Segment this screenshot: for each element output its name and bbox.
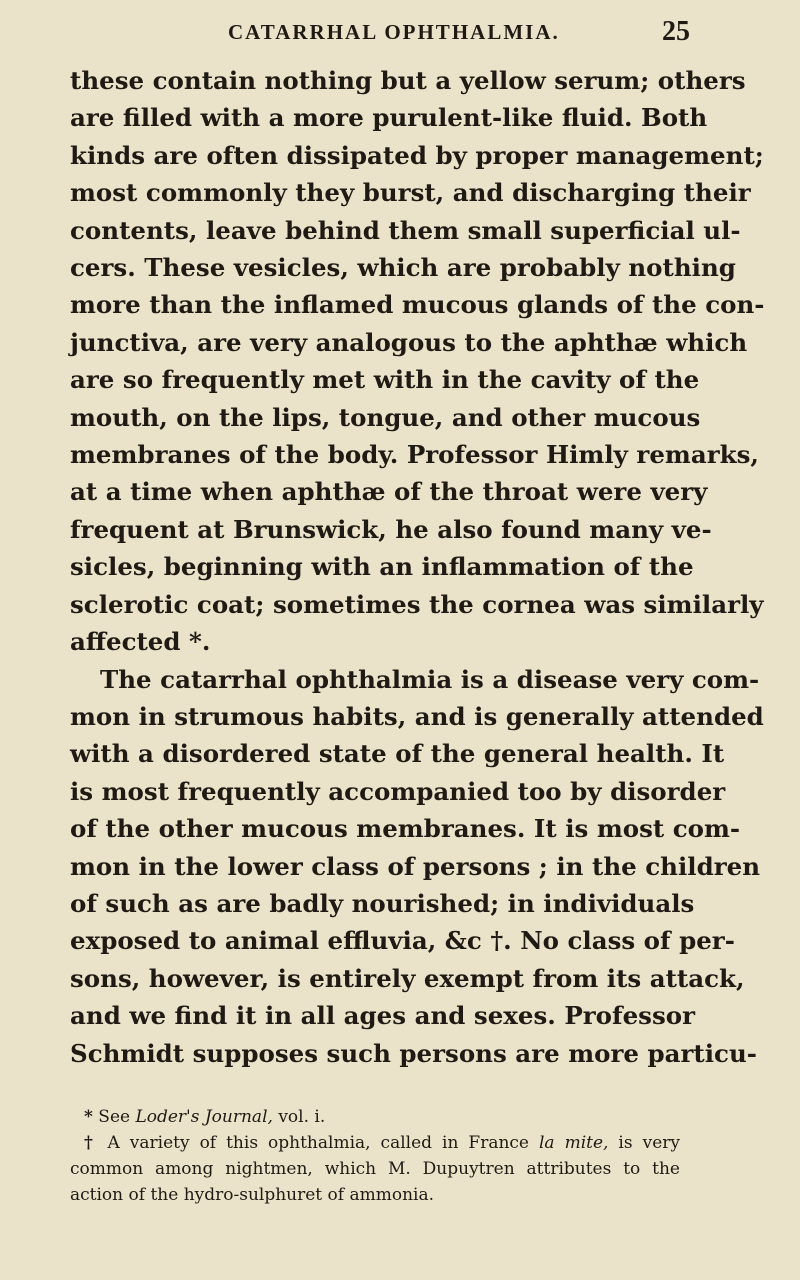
body-text bbox=[70, 62, 765, 1072]
text-line: are so frequently met with in the cavity of the bbox=[70, 365, 700, 395]
footnote-2-line: action of the hydro-sulphuret of ammonia. bbox=[70, 1185, 435, 1205]
text-line: Schmidt supposes such persons are more particu- bbox=[70, 1038, 757, 1068]
text-line: sclerotic coat; sometimes the cornea was similarly bbox=[70, 589, 764, 619]
page-number: 25 bbox=[662, 16, 690, 47]
text-line: sicles, beginning with an inflammation of the bbox=[70, 552, 694, 582]
text-line: cers. These vesicles, which are probably nothing bbox=[70, 253, 736, 283]
text-line: mon in the lower class of persons ; in the children bbox=[70, 851, 761, 881]
paragraph-start-line: The catarrhal ophthalmia is a disease very com- bbox=[100, 664, 760, 694]
footnote-2: † A variety of this ophthalmia, called in France la mite, is very bbox=[84, 1133, 680, 1153]
text-line: kinds are often dissipated by proper management; bbox=[70, 140, 764, 170]
text-line: affected *. bbox=[70, 627, 211, 657]
running-title: CATARRHAL OPHTHALMIA. bbox=[228, 20, 560, 44]
text-line: mon in strumous habits, and is generally attended bbox=[70, 701, 764, 731]
text-line: sons, however, is entirely exempt from its attack, bbox=[70, 963, 745, 993]
text-line: with a disordered state of the general health. It bbox=[70, 739, 725, 769]
footnote-2-line: common among nightmen, which M. Dupuytren attributes to the bbox=[70, 1159, 680, 1179]
text-line: mouth, on the lips, tongue, and other mucous bbox=[70, 402, 701, 432]
text-line: membranes of the body. Professor Himly remarks, bbox=[70, 440, 759, 470]
text-line: of the other mucous membranes. It is most com- bbox=[70, 814, 741, 844]
running-header bbox=[70, 16, 690, 52]
text-line: of such as are badly nourished; in individuals bbox=[70, 888, 695, 918]
french-term: la mite, bbox=[539, 1133, 609, 1153]
text-line: and we find it in all ages and sexes. Professor bbox=[70, 1001, 695, 1031]
footnote-mark-dagger: † bbox=[84, 1133, 98, 1153]
footnotes bbox=[70, 1104, 680, 1208]
text-line: these contain nothing but a yellow serum; others bbox=[70, 66, 746, 95]
footnote-1: * See Loder's Journal, vol. i. bbox=[84, 1107, 326, 1127]
text-line: frequent at Brunswick, he also found many ve- bbox=[70, 514, 712, 544]
text-line: at a time when aphthæ of the throat were very bbox=[70, 477, 708, 507]
text-line: exposed to animal effluvia, &c †. No class of per- bbox=[70, 926, 735, 956]
text-line: most commonly they burst, and discharging their bbox=[70, 178, 751, 208]
journal-title: Loder's Journal, bbox=[135, 1107, 273, 1127]
text-line: contents, leave behind them small superficial ul- bbox=[70, 215, 741, 245]
footnote-mark-asterisk: * bbox=[84, 1107, 93, 1127]
text-line: are filled with a more purulent-like fluid. Both bbox=[70, 103, 708, 133]
text-line: is most frequently accompanied too by disorder bbox=[70, 776, 726, 806]
text-line: more than the inflamed mucous glands of the con- bbox=[70, 290, 765, 320]
text-line: junctiva, are very analogous to the aphthæ which bbox=[70, 327, 748, 357]
